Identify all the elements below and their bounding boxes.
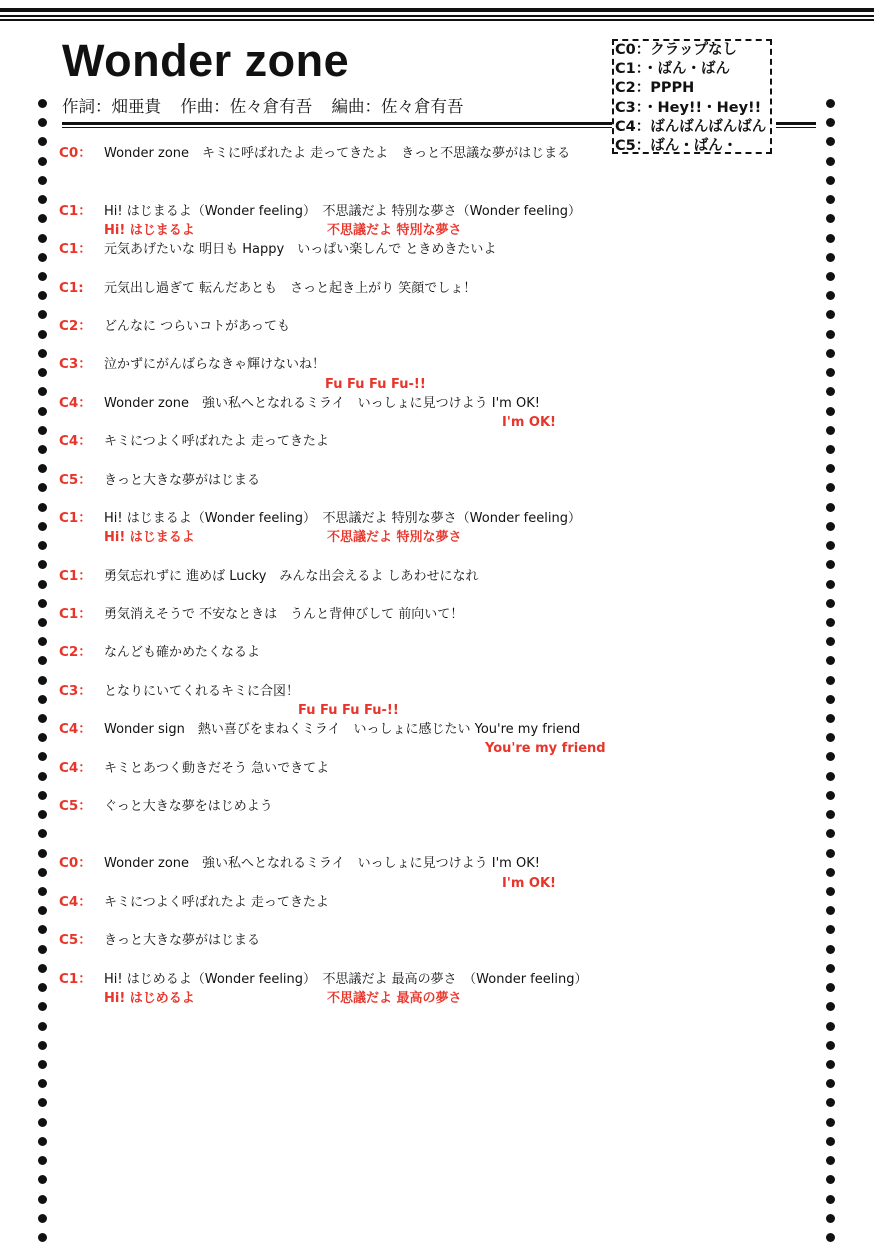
call-cue-line xyxy=(0,739,874,758)
call-code: C5： xyxy=(59,472,92,488)
call-cue-line xyxy=(0,874,874,893)
lyric-line xyxy=(0,567,874,586)
call-cue-line xyxy=(0,413,874,432)
call-cue-line xyxy=(0,375,874,394)
call-cue: Hi! はじめるよ xyxy=(104,991,195,1006)
border-dot xyxy=(38,1233,47,1242)
border-dot xyxy=(826,1233,835,1242)
dot-border-left xyxy=(38,98,50,1240)
lyric-text: となりにいてくれるキミに合図！ xyxy=(104,684,300,699)
lyric-text: ぐっと大きな夢をはじめよう xyxy=(104,799,273,814)
call-cue: 不思議だよ 最高の夢さ xyxy=(327,991,462,1006)
lyric-text: Hi! はじまるよ（Wonder feeling） 不思議だよ 特別な夢さ（Wonder feeling） xyxy=(104,204,581,219)
call-code: C1： xyxy=(59,568,92,584)
lyric-line xyxy=(0,970,874,989)
border-dot xyxy=(38,1079,47,1088)
credits xyxy=(62,96,464,118)
border-dot xyxy=(38,1195,47,1204)
call-cue: Hi! はじまるよ xyxy=(104,223,195,238)
lyric-line xyxy=(0,643,874,662)
lyric-line xyxy=(0,432,874,451)
call-cue: I'm OK! xyxy=(502,415,556,430)
call-cue-line xyxy=(0,221,874,240)
lyric-text: 勇気消えそうで 不安なときは うんと背伸びして 前向いて！ xyxy=(104,607,464,622)
lyric-text: 元気あげたいな 明日も Happy いっぱい楽しんで ときめきたいよ xyxy=(104,242,497,257)
lyric-text: Wonder zone 強い私へとなれるミライ いっしょに見つけよう I'm OK! xyxy=(104,856,540,871)
call-code: C0： xyxy=(59,855,92,871)
border-dot xyxy=(826,829,835,838)
border-dot xyxy=(38,1214,47,1223)
border-dot xyxy=(38,1041,47,1050)
call-code: C1： xyxy=(59,510,92,526)
lyric-line xyxy=(0,240,874,259)
lyric-line xyxy=(0,854,874,873)
call-code: C4： xyxy=(59,894,92,910)
border-dot xyxy=(826,1060,835,1069)
call-cue: 不思議だよ 特別な夢さ xyxy=(327,530,462,545)
call-code: C4： xyxy=(59,433,92,449)
top-rule-thin-1 xyxy=(0,15,874,17)
header-rule-right-thin xyxy=(776,127,816,128)
border-dot xyxy=(826,1098,835,1107)
border-dot xyxy=(38,829,47,838)
legend-c1: C1：・ばん・ばん xyxy=(615,61,730,78)
border-dot xyxy=(826,1022,835,1031)
lyric-line xyxy=(0,144,874,163)
call-code: C1： xyxy=(59,203,92,219)
border-dot xyxy=(826,1195,835,1204)
lyric-text: 泣かずにがんばらなきゃ輝けないね！ xyxy=(104,357,326,372)
lyric-line xyxy=(0,720,874,739)
lyric-text: キミとあつく動きだそう 急いできてよ xyxy=(104,761,330,776)
border-dot xyxy=(38,99,47,108)
border-dot xyxy=(38,1137,47,1146)
call-cue: Hi! はじまるよ xyxy=(104,530,195,545)
lyric-line xyxy=(0,605,874,624)
border-dot xyxy=(826,1137,835,1146)
border-dot xyxy=(38,176,47,185)
call-code: C5： xyxy=(59,798,92,814)
call-code: C2： xyxy=(59,644,92,660)
arranger-credit: 編曲：佐々倉有吾 xyxy=(331,97,464,116)
call-code: C1： xyxy=(59,241,92,257)
lyric-text: Hi! はじめるよ（Wonder feeling） 不思議だよ 最高の夢さ （Wonder feeling） xyxy=(104,972,588,987)
lyric-line xyxy=(0,317,874,336)
border-dot xyxy=(38,1156,47,1165)
lyric-line xyxy=(0,355,874,374)
header-rule-right-thick xyxy=(776,122,816,125)
call-cue-line xyxy=(0,528,874,547)
composer-credit: 作曲：佐々倉有吾 xyxy=(180,97,313,116)
border-dot xyxy=(826,1079,835,1088)
header-rule-thick xyxy=(62,122,614,125)
lyric-line xyxy=(0,394,874,413)
top-rule-thick xyxy=(0,8,874,12)
call-code: C1： xyxy=(59,971,92,987)
border-dot xyxy=(38,1060,47,1069)
call-cue: 不思議だよ 特別な夢さ xyxy=(327,223,462,238)
lyric-text: きっと大きな夢がはじまる xyxy=(104,933,261,948)
lyric-text: 元気出し過ぎて 転んだあとも さっと起き上がり 笑顔でしょ！ xyxy=(104,281,477,296)
call-code: C4： xyxy=(59,395,92,411)
call-cue-line xyxy=(0,989,874,1008)
lyric-line xyxy=(0,279,874,298)
lyricist-credit: 作詞：畑亜貴 xyxy=(62,97,161,116)
lyric-text: Wonder zone キミに呼ばれたよ 走ってきたよ きっと不思議な夢がはじまる xyxy=(104,146,571,161)
call-code: C3： xyxy=(59,683,92,699)
border-dot xyxy=(38,118,47,127)
lyric-line xyxy=(0,797,874,816)
border-dot xyxy=(826,1041,835,1050)
legend-c3: C3：・Hey!!・Hey!! xyxy=(615,99,762,116)
lyric-line xyxy=(0,682,874,701)
lyric-text: Hi! はじまるよ（Wonder feeling） 不思議だよ 特別な夢さ（Wonder feeling） xyxy=(104,511,581,526)
border-dot xyxy=(38,1022,47,1031)
lyric-line xyxy=(0,202,874,221)
call-cue: Fu Fu Fu Fu-!! xyxy=(298,703,399,718)
call-cue-line xyxy=(0,701,874,720)
lyric-text: Wonder zone 強い私へとなれるミライ いっしょに見つけよう I'm OK! xyxy=(104,396,540,411)
border-dot xyxy=(38,1118,47,1127)
lyric-line xyxy=(0,893,874,912)
border-dot xyxy=(826,1118,835,1127)
border-dot xyxy=(826,1175,835,1184)
lyric-text: Wonder sign 熱い喜びをまねくミライ いっしょに感じたい You're my friend xyxy=(104,722,581,737)
lyric-line xyxy=(0,759,874,778)
legend-c2: C2：PPPH xyxy=(615,80,695,97)
lyric-text: キミにつよく呼ばれたよ 走ってきたよ xyxy=(104,434,329,449)
call-code: C1: xyxy=(59,280,84,296)
lyric-text: キミにつよく呼ばれたよ 走ってきたよ xyxy=(104,895,329,910)
lyric-text: きっと大きな夢がはじまる xyxy=(104,473,261,488)
call-code: C0： xyxy=(59,145,92,161)
border-dot xyxy=(826,118,835,127)
legend-c0: C0：クラップなし xyxy=(615,42,737,58)
call-code: C4： xyxy=(59,721,92,737)
border-dot xyxy=(38,1175,47,1184)
top-rule-thin-2 xyxy=(0,19,874,21)
call-code: C5： xyxy=(59,932,92,948)
call-cue: Fu Fu Fu Fu-!! xyxy=(325,377,426,392)
lyric-line xyxy=(0,931,874,950)
call-cue: I'm OK! xyxy=(502,876,556,891)
border-dot xyxy=(826,1156,835,1165)
lyric-text: 勇気忘れずに 進めば Lucky みんな出会えるよ しあわせになれ xyxy=(104,569,479,584)
call-code: C2： xyxy=(59,318,92,334)
lyric-line xyxy=(0,509,874,528)
dot-border-right xyxy=(826,98,838,1240)
lyric-line xyxy=(0,471,874,490)
call-legend-box xyxy=(612,39,772,154)
border-dot xyxy=(826,176,835,185)
lyric-text: なんども確かめたくなるよ xyxy=(104,645,261,660)
song-title: Wonder zone xyxy=(62,35,350,86)
legend-c4: C4：ばんばんばんばん xyxy=(615,118,767,135)
border-dot xyxy=(826,99,835,108)
border-dot xyxy=(38,1098,47,1107)
legend-c5: C5：ばん・ばん・ xyxy=(615,138,738,155)
call-cue: You're my friend xyxy=(485,741,606,756)
border-dot xyxy=(826,1214,835,1223)
call-code: C4： xyxy=(59,760,92,776)
lyric-text: どんなに つらいコトがあっても xyxy=(104,319,291,334)
call-code: C3： xyxy=(59,356,92,372)
header-rule-thin xyxy=(62,127,614,128)
call-code: C1： xyxy=(59,606,92,622)
